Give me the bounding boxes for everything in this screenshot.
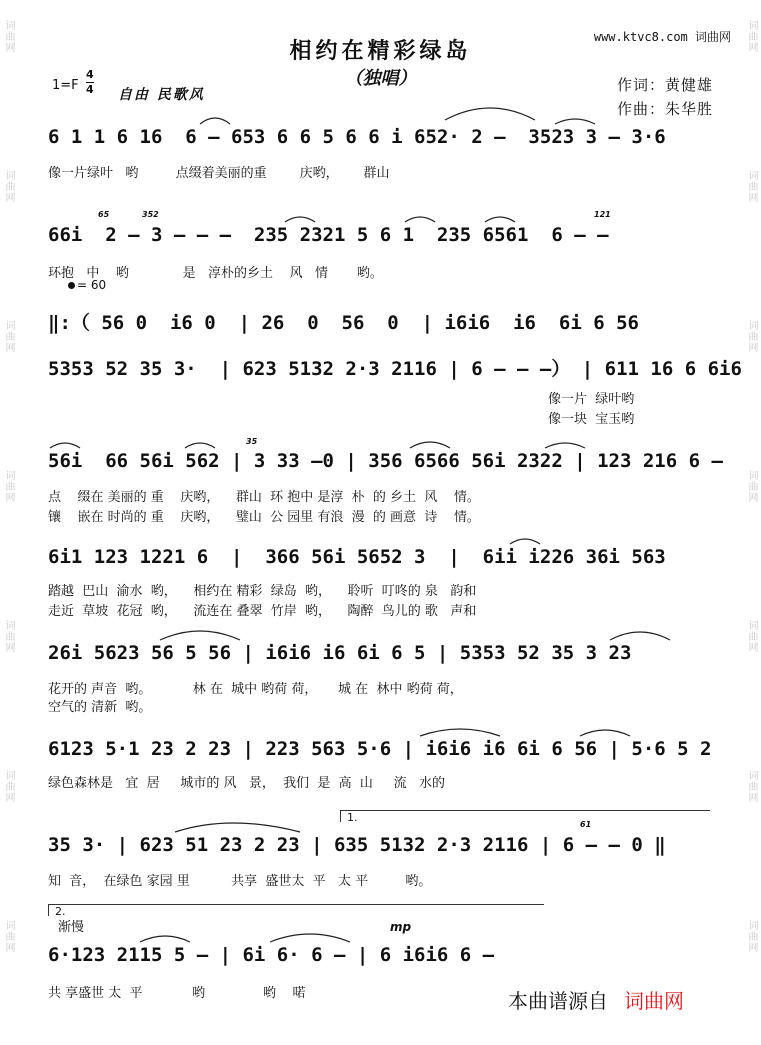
tempo-marking: 自由 民歌风 <box>118 87 205 103</box>
score-line-2: 66i 2 – 3 – – – 235 2321 5 6 1 235 6561 6 – – <box>48 224 609 246</box>
key-signature: 1=F <box>52 78 79 93</box>
slur <box>510 539 540 544</box>
watermark-text: 词曲网 <box>746 920 757 953</box>
slur <box>175 823 300 832</box>
slur <box>410 442 450 448</box>
lyric-line-9: 知 音， 在绿色 家园 里 共享 盛世太 平 太 平 哟。 <box>48 874 432 889</box>
lyric-line-7a: 花开的 声音 哟。 林 在 城中 哟荷 荷， 城 在 林中 哟荷 荷， <box>48 682 463 697</box>
grace-note: 121 <box>594 210 611 219</box>
lyric-line-4b: 像一块 宝玉哟 <box>548 412 635 427</box>
grace-note: 35 <box>246 437 258 446</box>
slur <box>555 119 595 124</box>
slur <box>545 443 585 448</box>
slur <box>50 443 80 448</box>
ritardando-mark: 渐慢 <box>58 920 85 935</box>
slur <box>140 936 190 942</box>
slur <box>485 217 515 222</box>
slur <box>160 631 240 640</box>
lyric-line-2: 环抱 中 哟 是 淳朴的乡土 风 情 哟。 <box>48 266 383 281</box>
watermark-text: 词曲网 <box>3 920 14 953</box>
site-url: www.ktvc8.com 词曲网 <box>593 30 731 44</box>
footer-text: 本曲谱源自 <box>508 989 608 1013</box>
lyric-line-6b: 走近 草坡 花冠 哟， 流连在 叠翠 竹岸 哟， 陶醉 鸟儿的 歌 声和 <box>48 604 477 619</box>
grace-note: 61 <box>580 820 592 829</box>
watermark-text: 词曲网 <box>3 20 14 53</box>
score-line-9: 35 3· | 623 51 23 2 23 | 635 5132 2·3 2116 | 6 – – 0 ‖ <box>48 834 666 856</box>
slur <box>420 729 500 736</box>
lyric-line-1: 像一片绿叶 哟 点缀着美丽的重 庆哟， 群山 <box>48 166 390 181</box>
slur <box>200 118 230 124</box>
grace-note: 65 <box>98 210 110 219</box>
watermark-text: 词曲网 <box>3 620 14 653</box>
watermark-text: 词曲网 <box>746 620 757 653</box>
score-line-5: 56i 66 56i 562 | 3 33 –0 | 356 6566 56i 2322 | 123 216 6 – <box>48 450 723 472</box>
volta-second-ending: 2. <box>48 904 544 916</box>
lyric-line-4a: 像一片 绿叶哟 <box>548 392 635 407</box>
watermark-text: 词曲网 <box>3 470 14 503</box>
score-line-10: 6·123 2115 5 – | 6i 6· 6 – | 6 i6i6 6 – <box>48 944 495 966</box>
watermark-text: 词曲网 <box>746 320 757 353</box>
song-subtitle: （独唱） <box>344 68 417 89</box>
score-line-8: 6123 5·1 23 2 23 | 223 563 5·6 | i6i6 i6 6i 6 56 | 5·6 5 2 <box>48 738 712 760</box>
score-line-1: 6 1 1 6 16 6 – 653 6 6 5 6 6 i 652· 2 – 3523 3 – 3·6 <box>48 126 666 148</box>
slur <box>405 217 435 222</box>
lyric-line-10: 共 享盛世 太 平 哟 哟 喏 <box>48 986 306 1001</box>
lyric-line-6a: 踏越 巴山 渝水 哟， 相约在 精彩 绿岛 哟， 聆听 叮咚的 泉 韵和 <box>48 584 477 599</box>
metronome-value: = 60 <box>77 278 107 292</box>
song-title: 相约在精彩绿岛 <box>289 39 472 64</box>
footer-brand: 词曲网 <box>624 989 684 1013</box>
volta-first-ending: 1. <box>340 810 710 822</box>
watermark-text: 词曲网 <box>746 170 757 203</box>
slur <box>185 443 215 448</box>
dynamic-mark: mp <box>390 920 412 934</box>
score-line-4: 5353 52 35 3· | 623 5132 2·3 2116 | 6 – – –） | 611 16 6 6i6 <box>48 358 742 380</box>
lyric-line-8: 绿色森林是 宜 居 城市的 风 景， 我们 是 高 山 流 水的 <box>48 776 445 791</box>
watermark-text: 词曲网 <box>3 170 14 203</box>
time-bottom: 4 <box>86 83 94 96</box>
watermark-text: 词曲网 <box>746 470 757 503</box>
score-line-3: ‖:（ 56 0 i6 0 | 26 0 56 0 | i6i6 i6 6i 6 56 <box>48 312 639 334</box>
lyric-line-5a: 点 缀在 美丽的 重 庆哟， 群山 环 抱中 是淳 朴 的 乡土 风 情。 <box>48 490 480 505</box>
slur <box>270 934 350 942</box>
score-line-7: 26i 5623 56 5 56 | i6i6 i6 6i 6 5 | 5353 52 35 3 23 <box>48 642 632 664</box>
slur <box>610 632 670 640</box>
slur <box>445 108 535 120</box>
composer-credit: 作曲：朱华胜 <box>616 100 713 118</box>
slur <box>285 217 315 222</box>
score-line-6: 6i1 123 1221 6 | 366 56i 5652 3 | 6ii i226 36i 563 <box>48 546 666 568</box>
watermark-text: 词曲网 <box>3 770 14 803</box>
watermark-text: 词曲网 <box>746 20 757 53</box>
lyric-line-5b: 镶 嵌在 时尚的 重 庆哟， 璧山 公 园里 有浪 漫 的 画意 诗 情。 <box>48 510 480 525</box>
lyricist-credit: 作词：黄健雄 <box>616 76 713 94</box>
slur <box>580 730 630 736</box>
grace-note: 352 <box>142 210 159 219</box>
time-top: 4 <box>86 68 94 81</box>
lyric-line-7b: 空气的 清新 哟。 <box>48 700 152 715</box>
watermark-text: 词曲网 <box>746 770 757 803</box>
watermark-text: 词曲网 <box>3 320 14 353</box>
